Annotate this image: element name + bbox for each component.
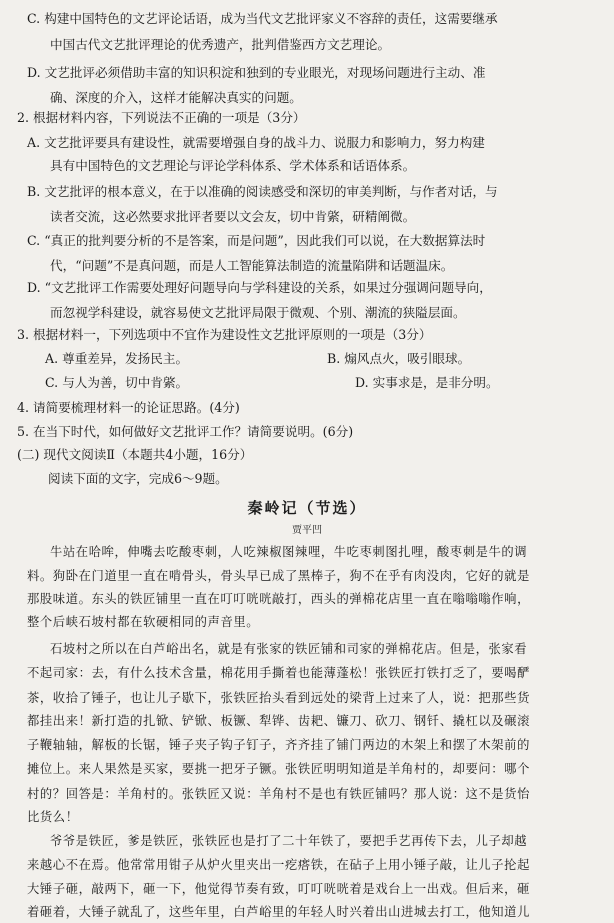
q3-stem: 3. 根据材料一，下列选项中不宜作为建设性文艺批评原则的一项是（3分） <box>17 327 432 342</box>
story-p1-line3: 那股味道。东头的铁匠铺里一直在叮叮咣咣敲打，西头的弹棉花店里一直在嗡嗡嗡作响， <box>27 592 530 606</box>
q3-option-c: C. 与人为善，切中肯綮。 <box>45 375 189 390</box>
q5-stem: 5. 在当下时代，如何做好文艺批评工作？请简要说明。(6分) <box>17 424 354 439</box>
story-p2-line5: 子鞭轴轴，解板的长锯，锤子夹子钩子钉子，齐齐挂了铺门两边的木架上和摆了木架前的 <box>27 738 530 752</box>
story-p2-line7: 村的？回答是：羊角村的。张铁匠又说：羊角村不是也有铁匠铺吗？那人说：这不是货怡 <box>27 787 530 801</box>
q3-option-b: B. 煽风点火，吸引眼球。 <box>327 351 471 366</box>
story-author: 贾平凹 <box>292 525 322 536</box>
story-p3-line4: 着砸着，大锤子就乱了，这些年里，白芦峪里的年轻人时兴着出山进城去打工，他知道儿 <box>27 905 530 919</box>
q1-option-c-line1: C. 构建中国特色的文艺评论话语，成为当代文艺批评家义不容辞的责任，这需要继承 <box>27 11 498 26</box>
q2-option-d-line1: D. “文艺批评工作需要处理好问题导向与学科建设的关系，如果过分强调问题导向， <box>27 280 492 295</box>
story-p2-line2: 不起司家：去，有什么技术含量，棉花用手撕着也能薄蓬松！张铁匠打铁打乏了，要喝酽 <box>27 666 530 680</box>
q2-option-c-line2: 代，“问题”不是真问题，而是人工智能算法制造的流量陷阱和话题温床。 <box>50 258 454 273</box>
story-title: 秦岭记（节选） <box>247 499 367 517</box>
q2-option-b-line1: B. 文艺批评的根本意义，在于以准确的阅读感受和深切的审美判断，与作者对话，与 <box>27 184 498 199</box>
q3-option-d: D. 实事求是，是非分明。 <box>355 375 499 390</box>
q2-option-d-line2: 而忽视学科建设，就容易使文艺批评局限于微观、个别、潮流的狭隘层面。 <box>50 305 466 320</box>
story-p3-line2: 来越心不在焉。他常常用钳子从炉火里夹出一疙瘩铁，在砧子上用小锤子敲，让儿子抡起 <box>27 858 530 872</box>
story-p2-line4: 都挂出来！新打造的扎锨、铲锨、板镢、犁铧、齿耙、镰刀、砍刀、钢钎、撬杠以及碾滚 <box>27 714 530 728</box>
story-p1-line2: 料。狗卧在门道里一直在啃骨头，骨头早已成了黑棒子，狗不在乎有肉没肉，它好的就是 <box>27 569 530 583</box>
q2-option-c-line1: C. “真正的批判要分析的不是答案，而是问题”，因此我们可以说，在大数据算法时 <box>27 233 486 248</box>
section-instruction: 阅读下面的文字，完成6～9题。 <box>48 471 228 486</box>
story-p2-line6: 摊位上。来人果然是买家，要挑一把牙子镢。张铁匠明明知道是羊角村的，却要问：哪个 <box>27 762 530 776</box>
q2-option-b-line2: 读者交流，这必然要求批评者要以文会友，切中肯綮，研精阐微。 <box>50 209 416 224</box>
story-p1-line1: 牛站在哈哞，伸嘴去吃酸枣刺，人吃辣椒图辣哩，牛吃枣刺图扎哩，酸枣刺是牛的调 <box>50 545 528 559</box>
story-p2-line3: 茶，收拾了锤子，也让儿子歇下，张铁匠抬头看到远处的梁背上过来了人，说：把那些货 <box>27 691 530 705</box>
q3-option-a: A. 尊重差异，发扬民主。 <box>45 351 189 366</box>
q1-option-d-line2: 确、深度的介入，这样才能解决真实的问题。 <box>50 90 302 105</box>
q2-option-a-line2: 具有中国特色的文艺理论与评论学科体系、学术体系和话语体系。 <box>50 158 416 173</box>
story-p3-line3: 大锤子砸，敲两下，砸一下，他觉得节奏有致，叮叮咣咣着是戏台上一出戏。但后来，砸 <box>27 882 530 896</box>
q4-stem: 4. 请简要梳理材料一的论证思路。(4分) <box>17 400 240 415</box>
q1-option-d-line1: D. 文艺批评必须借助丰富的知识积淀和独到的专业眼光，对现场问题进行主动、准 <box>27 65 486 80</box>
q2-stem: 2. 根据材料内容，下列说法不正确的一项是（3分） <box>17 110 306 125</box>
section-heading: (二) 现代文阅读Ⅱ（本题共4小题，16分） <box>17 447 253 462</box>
story-p2-line1: 石坡村之所以在白芦峪出名，就是有张家的铁匠铺和司家的弹棉花店。但是，张家看 <box>50 642 528 656</box>
story-p1-line4: 整个后峡石坡村都在软硬相同的声音里。 <box>27 615 260 629</box>
story-p3-line1: 爷爷是铁匠，爹是铁匠，张铁匠也是打了二十年铁了，要把手艺再传下去，儿子却越 <box>50 834 528 848</box>
q2-option-a-line1: A. 文艺批评要具有建设性，就需要增强自身的战斗力、说服力和影响力，努力构建 <box>27 135 485 150</box>
story-p2-line8: 比货么！ <box>27 810 79 824</box>
q1-option-c-line2: 中国古代文艺批评理论的优秀遗产，批判借鉴西方文艺理论。 <box>50 37 391 52</box>
